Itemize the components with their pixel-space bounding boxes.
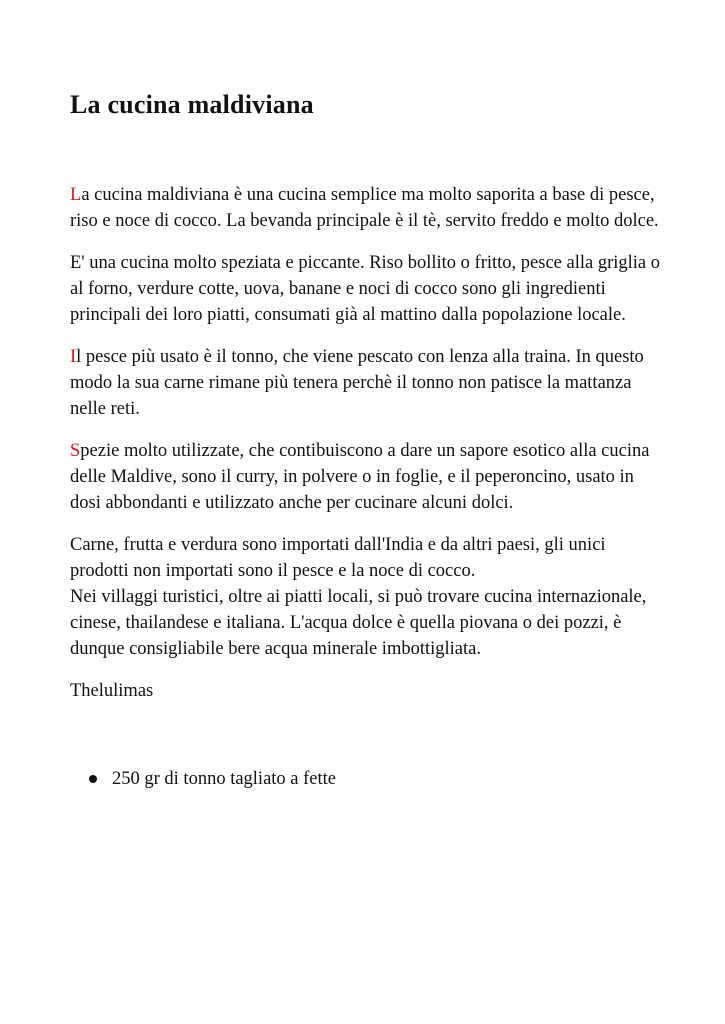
paragraph-imports — [70, 532, 660, 662]
paragraph-text: pezie molto utilizzate, che contibuiscono a dare un sapore esotico alla cucina delle Maldive, sono il curry, in polvere o in foglie, e il peperoncino, usato in dosi abbondanti e utilizzato anche per cucinare alcuni dolci. — [70, 441, 650, 513]
paragraph-spices: E' una cucina molto speziata e piccante. Riso bollito o fritto, pesce alla griglia o al forno, verdure cotte, uova, banane e noci di cocco sono gli ingredienti principali dei loro piatti, consumati già al mattino dalla popolazione locale. — [70, 253, 661, 325]
document-page — [70, 88, 660, 792]
drop-cap: L — [70, 185, 82, 205]
author-signature: Thelulimas — [70, 681, 154, 701]
ingredient-list — [70, 766, 660, 792]
list-item — [70, 766, 660, 792]
paragraph-fish — [70, 344, 660, 422]
page-title: La cucina maldiviana — [70, 90, 314, 119]
paragraph-curry — [70, 438, 660, 516]
paragraph-line: Nei villaggi turistici, oltre ai piatti locali, si può trovare cucina internazionale, cinese, thailandese e italiana. L'acqua dolce è quella piovana o dei pozzi, è dunque consigliabile bere acqua minerale imbottigliata. — [70, 587, 647, 659]
paragraph-intro — [70, 182, 660, 234]
ingredient-text: 250 gr di tonno tagliato a fette — [112, 769, 336, 789]
drop-cap: S — [70, 441, 81, 461]
paragraph-text: a cucina maldiviana è una cucina semplice ma molto saporita a base di pesce, riso e noce di cocco. La bevanda principale è il tè, servito freddo e molto dolce. — [70, 185, 659, 231]
paragraph-text: l pesce più usato è il tonno, che viene pescato con lenza alla traina. In questo modo la sua carne rimane più tenera perchè il tonno non patisce la mattanza nelle reti. — [70, 347, 644, 419]
drop-cap: I — [70, 347, 77, 367]
bullet-icon — [89, 775, 97, 783]
paragraph-line: Carne, frutta e verdura sono importati dall'India e da altri paesi, gli unici prodotti non importati sono il pesce e la noce di cocco. — [70, 535, 606, 581]
